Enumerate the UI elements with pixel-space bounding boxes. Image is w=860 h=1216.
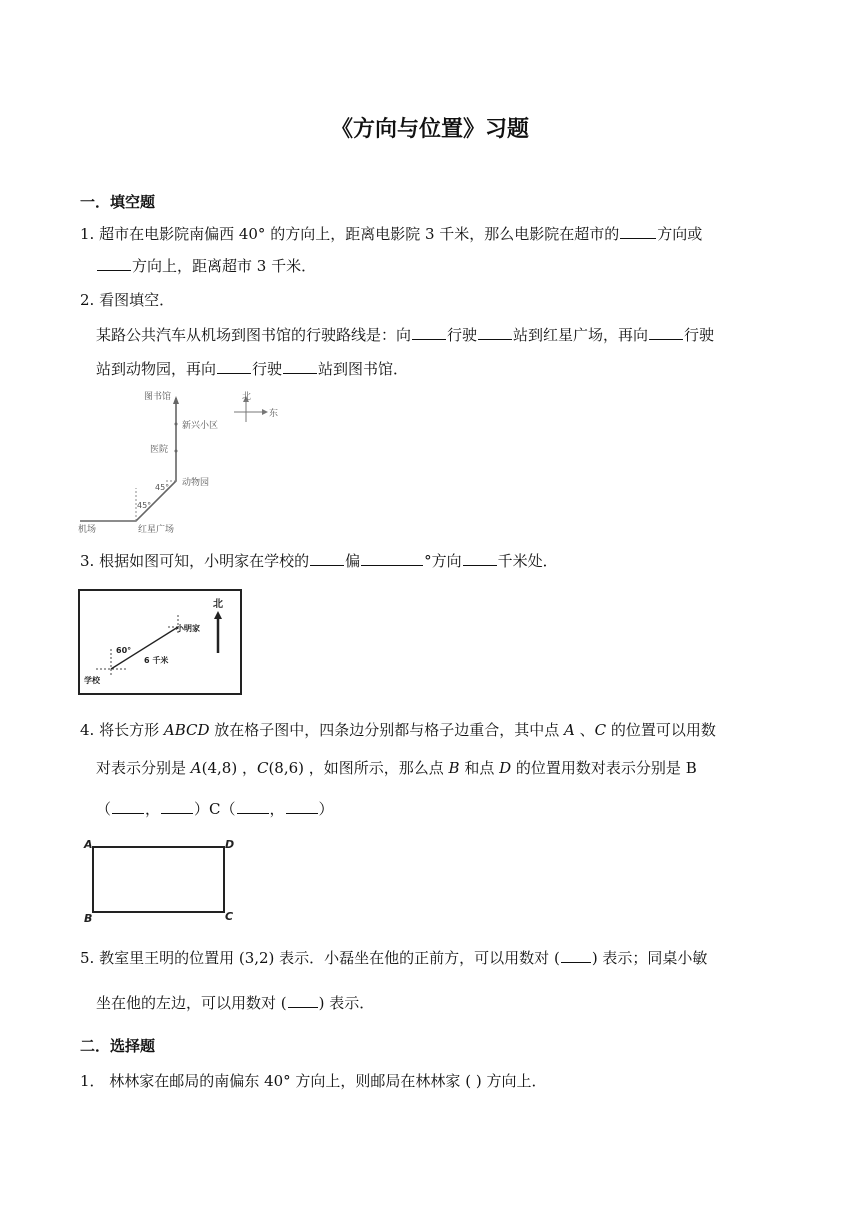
question-1-line-2 xyxy=(96,256,316,276)
section-heading-fill-blank: 一．填空题 xyxy=(80,193,156,211)
question-4-text: 、 xyxy=(574,721,595,739)
question-2-text: 行驶 xyxy=(684,326,715,344)
answer-blank[interactable] xyxy=(161,799,193,814)
question-3-text: 3. 根据如图可知，小明家在学校的 xyxy=(80,552,310,570)
home-label: 小明家 xyxy=(176,624,200,633)
answer-blank[interactable] xyxy=(112,799,144,814)
question-4-text: 的位置可以用数 xyxy=(606,721,716,739)
stop-marker xyxy=(175,423,178,426)
route-line xyxy=(80,398,176,521)
answer-blank[interactable] xyxy=(561,948,591,963)
angle-label: 60° xyxy=(116,646,132,655)
answer-blank[interactable] xyxy=(97,256,131,271)
question-4-text: 对表示分别是 xyxy=(96,759,191,777)
answer-blank[interactable] xyxy=(310,551,344,566)
label-hospital: 医院 xyxy=(150,445,169,455)
school-home-map-svg xyxy=(78,589,242,695)
question-4-text: 放在格子图中，四条边分别都与格子边重合，其中点 xyxy=(209,721,565,739)
question-1-text-c: 方向上，距离超市 3 千米． xyxy=(132,257,317,275)
question-4-text: ， xyxy=(145,800,161,818)
section-heading-choice: 二．选择题 xyxy=(80,1037,156,1055)
question-4-var: D xyxy=(499,759,512,777)
route-arrow-icon xyxy=(173,396,179,404)
question-2-text: 行驶 xyxy=(447,326,478,344)
label-angle-upper: 45° xyxy=(155,483,170,492)
answer-blank[interactable] xyxy=(649,325,683,340)
question-2-text: 站到图书馆． xyxy=(318,360,409,378)
question-3-text: 千米处． xyxy=(497,552,558,570)
question-5-text: ) 表示；同桌小敏 xyxy=(591,949,708,967)
answer-blank[interactable] xyxy=(237,799,269,814)
bus-route-map-svg xyxy=(76,388,286,538)
answer-blank[interactable] xyxy=(286,799,318,814)
question-1-text-b: 方向或 xyxy=(657,225,703,243)
school-home-map xyxy=(78,589,242,695)
question-4-var: C xyxy=(256,759,269,777)
question-2-line-2 xyxy=(96,325,714,345)
answer-blank[interactable] xyxy=(463,551,497,566)
question-2-text: 站到红星广场，再向 xyxy=(513,326,649,344)
question-4-var: B xyxy=(448,759,460,777)
question-4-text: (4,8) ， xyxy=(201,759,257,777)
question-5-line-2 xyxy=(96,993,374,1013)
school-label: 学校 xyxy=(84,676,100,685)
answer-blank[interactable] xyxy=(620,224,656,239)
label-zoo: 动物园 xyxy=(182,478,210,488)
question-5-line-1 xyxy=(80,948,707,968)
question-4-var: A xyxy=(190,759,202,777)
label-xinxing: 新兴小区 xyxy=(182,421,219,431)
rectangle-abcd xyxy=(93,847,224,912)
label-hongxing: 红星广场 xyxy=(138,525,175,535)
question-4-text: 的位置用数对表示分别是 B xyxy=(511,759,697,777)
question-4-var: ABCD xyxy=(163,721,210,739)
vertex-a-label: A xyxy=(84,838,93,851)
question-4-text: (8,6) ，如图所示，那么点 xyxy=(268,759,449,777)
question-4-text: ） xyxy=(318,800,334,818)
question-3-text: °方向 xyxy=(424,552,462,570)
answer-blank[interactable] xyxy=(288,993,318,1008)
label-airport: 机场 xyxy=(78,525,97,535)
question-4-line-1 xyxy=(80,720,716,740)
question-4-text: （ xyxy=(96,800,112,818)
question-3-text: 偏 xyxy=(345,552,361,570)
rectangle-abcd-figure xyxy=(80,834,242,924)
question-4-line-2 xyxy=(96,758,697,778)
answer-blank[interactable] xyxy=(412,325,446,340)
question-5-text: 坐在他的左边，可以用数对 ( xyxy=(96,994,287,1012)
question-4-text: ， xyxy=(269,800,285,818)
stop-marker xyxy=(175,450,178,453)
answer-blank[interactable] xyxy=(478,325,512,340)
question-4-text: 4. 将长方形 xyxy=(80,721,164,739)
question-2-text: 站到动物园，再向 xyxy=(96,360,217,378)
question-3-line xyxy=(80,551,558,571)
distance-label: 6 千米 xyxy=(144,656,169,665)
north-label: 北 xyxy=(213,599,223,610)
compass-east-label: 东 xyxy=(269,409,279,419)
vertex-c-label: C xyxy=(225,910,234,923)
compass-north-label: 北 xyxy=(242,392,252,402)
bus-route-map xyxy=(76,388,286,538)
page-title: 《方向与位置》习题 xyxy=(330,117,529,142)
vertex-b-label: B xyxy=(84,912,93,924)
answer-blank[interactable] xyxy=(361,551,423,566)
label-angle-lower: 45° xyxy=(137,501,152,510)
question-4-var: C xyxy=(594,721,607,739)
question-4-var: A xyxy=(564,721,575,739)
question-1-line-1 xyxy=(80,224,702,244)
label-library: 图书馆 xyxy=(144,392,172,402)
compass-east-arrow-icon xyxy=(262,409,268,415)
answer-blank[interactable] xyxy=(283,359,317,374)
rectangle-abcd-svg xyxy=(80,834,242,924)
answer-blank[interactable] xyxy=(217,359,251,374)
choice-question-1: 1． 林林家在邮局的南偏东 40° 方向上，则邮局在林林家 ( ) 方向上． xyxy=(80,1072,547,1090)
question-1-text-a: 1. 超市在电影院南偏西 40° 的方向上，距离电影院 3 千米，那么电影院在超市的 xyxy=(80,225,620,243)
question-2-text: 行驶 xyxy=(252,360,283,378)
vertex-d-label: D xyxy=(225,838,235,851)
question-5-text: 5. 教室里王明的位置用 (3,2) 表示．小磊坐在他的正前方，可以用数对 ( xyxy=(80,949,560,967)
question-2-line-3 xyxy=(96,359,408,379)
question-5-text: ) 表示． xyxy=(318,994,375,1012)
question-4-text: ）C（ xyxy=(194,800,236,818)
question-2-text: 某路公共汽车从机场到图书馆的行驶路线是：向 xyxy=(96,326,412,344)
question-2-line-1: 2. 看图填空． xyxy=(80,291,175,309)
question-4-line-3 xyxy=(96,799,334,819)
question-4-text: 和点 xyxy=(459,759,500,777)
